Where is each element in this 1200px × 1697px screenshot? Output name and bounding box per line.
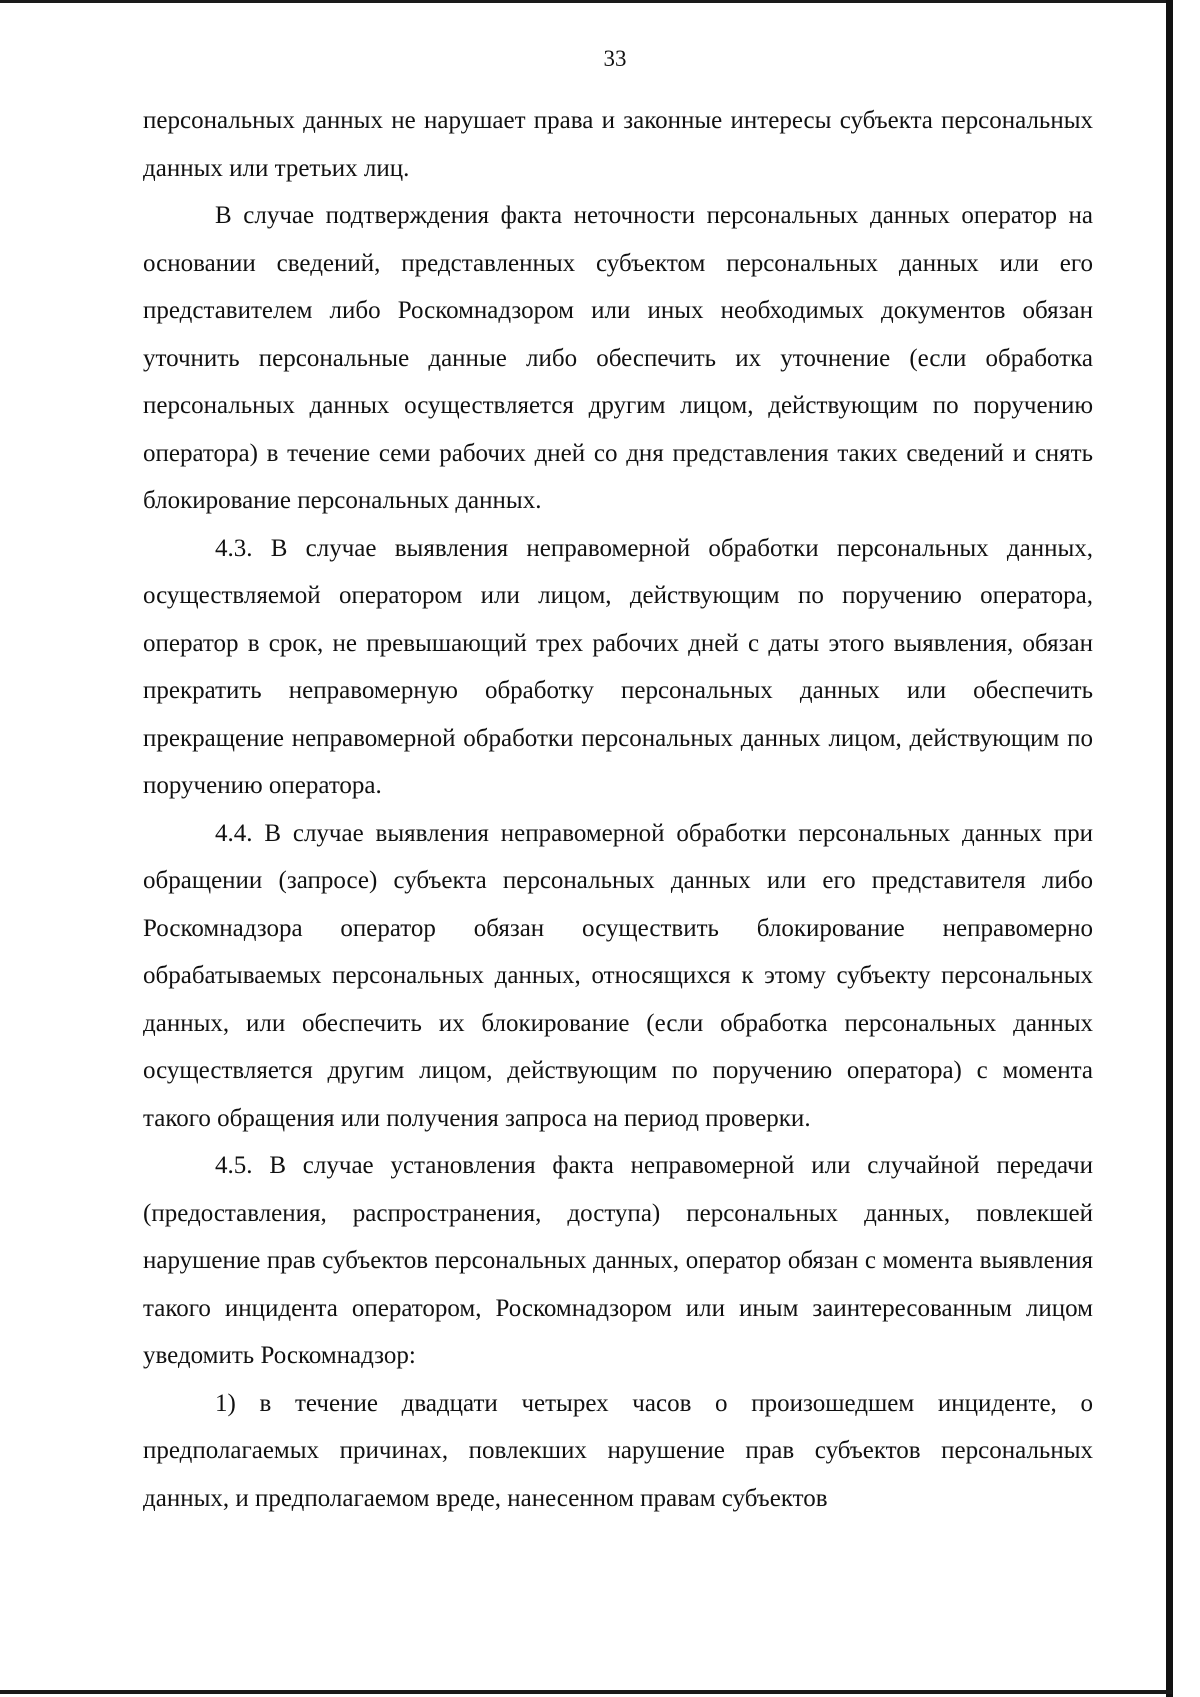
paragraph-4-3: 4.3. В случае выявления неправомерной обработки персональных данных, осуществляемой оператором или лицом, действующим по поручению оператора, оператор в срок, не превышающий трех рабочих дней с даты этого выявления, обязан прекратить неправомерную обработку персональных данных или обеспечить прекращение неправомерной обработки персональных данных лицом, действующим по поручению оператора. bbox=[143, 534, 1093, 799]
paragraph-inaccuracy-confirmation: В случае подтверждения факта неточности персональных данных оператор на основании сведений, представленных субъектом персональных данных или его представителем либо Роскомнадзором или иных необходимых документов обязан уточнить персональные данные либо обеспечить их уточнение (если обработка персональных данных осуществляется другим лицом, действующим по поручению оператора) в течение семи рабочих дней со дня представления таких сведений и снять блокирование персональных данных. bbox=[143, 202, 1093, 514]
scan-border-top bbox=[0, 0, 1172, 3]
paragraph-4-5-item-1: 1) в течение двадцати четырех часов о произошедшем инциденте, о предполагаемых причинах, повлекших нарушение прав субъектов персональных данных, и предполагаемом вреде, нанесенном правам субъектов bbox=[143, 1389, 1093, 1512]
page-number: 33 bbox=[603, 46, 627, 71]
scan-border-right bbox=[1166, 0, 1173, 1697]
paragraph-continuation: персональных данных не нарушает права и законные интересы субъекта персональных данных или третьих лиц. bbox=[143, 107, 1093, 182]
scan-border-bottom bbox=[0, 1690, 1172, 1694]
document-body bbox=[143, 97, 1093, 1522]
paragraph-4-4: 4.4. В случае выявления неправомерной обработки персональных данных при обращении (запросе) субъекта персональных данных или его представителя либо Роскомнадзора оператор обязан осуществить блокирование неправомерно обрабатываемых персональных данных, относящихся к этому субъекту персональных данных, или обеспечить их блокирование (если обработка персональных данных осуществляется другим лицом, действующим по поручению оператора) с момента такого обращения или получения запроса на период проверки. bbox=[143, 819, 1093, 1132]
paragraph-4-5: 4.5. В случае установления факта неправомерной или случайной передачи (предоставления, распространения, доступа) персональных данных, повлекшей нарушение прав субъектов персональных данных, оператор обязан с момента выявления такого инцидента оператором, Роскомнадзором или иным заинтересованным лицом уведомить Роскомнадзор: bbox=[143, 1152, 1093, 1369]
